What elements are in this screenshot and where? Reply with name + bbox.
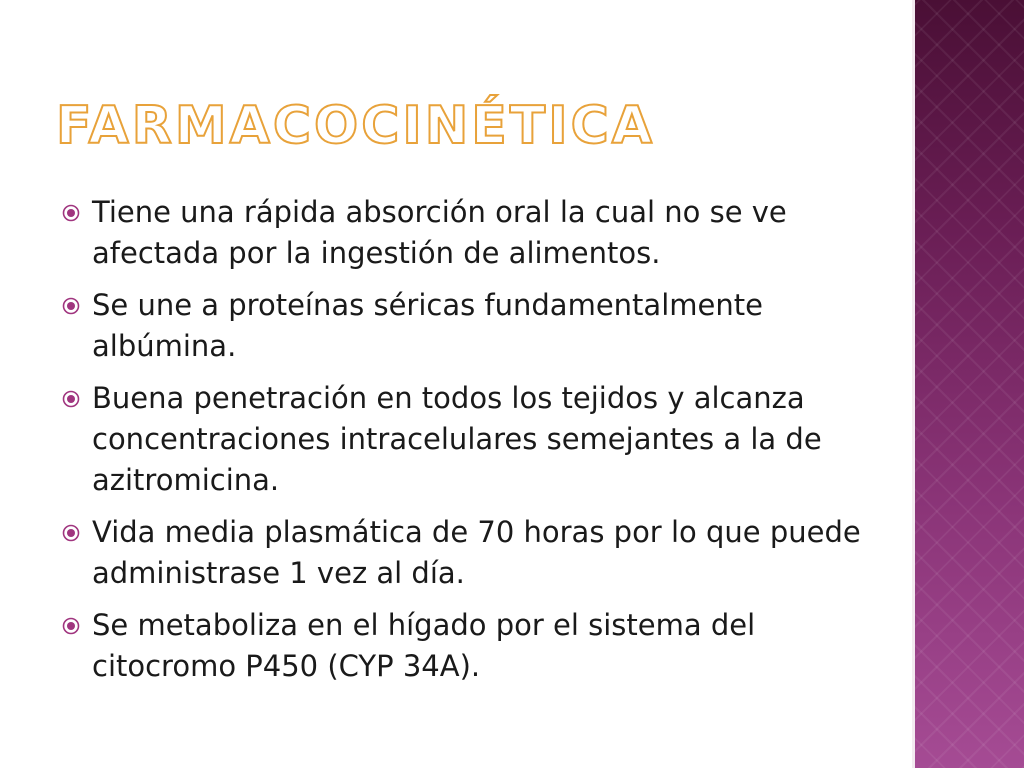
bullet-item xyxy=(62,285,862,367)
circled-dot-icon xyxy=(62,390,80,408)
bullet-text: Buena penetración en todos los tejidos y alcanza concentraciones intracelulares semejantes a la de azitromicina. xyxy=(92,381,822,497)
bullet-item xyxy=(62,192,862,274)
side-band-edge xyxy=(912,0,915,768)
bullet-item xyxy=(62,378,862,501)
circled-dot-icon xyxy=(62,297,80,315)
slide-title: FARMACOCINÉTICA xyxy=(56,96,655,156)
bullet-item xyxy=(62,512,862,594)
decorative-side-band xyxy=(912,0,1024,768)
bullet-list xyxy=(62,192,862,698)
circled-dot-icon xyxy=(62,204,80,222)
bullet-text: Tiene una rápida absorción oral la cual no se ve afectada por la ingestión de alimentos. xyxy=(92,195,787,270)
circled-dot-icon xyxy=(62,617,80,635)
bullet-text: Se une a proteínas séricas fundamentalmente albúmina. xyxy=(92,288,763,363)
bullet-item xyxy=(62,605,862,687)
bullet-text: Vida media plasmática de 70 horas por lo que puede administrase 1 vez al día. xyxy=(92,515,861,590)
circled-dot-icon xyxy=(62,524,80,542)
bullet-text: Se metaboliza en el hígado por el sistema del citocromo P450 (CYP 34A). xyxy=(92,608,756,683)
